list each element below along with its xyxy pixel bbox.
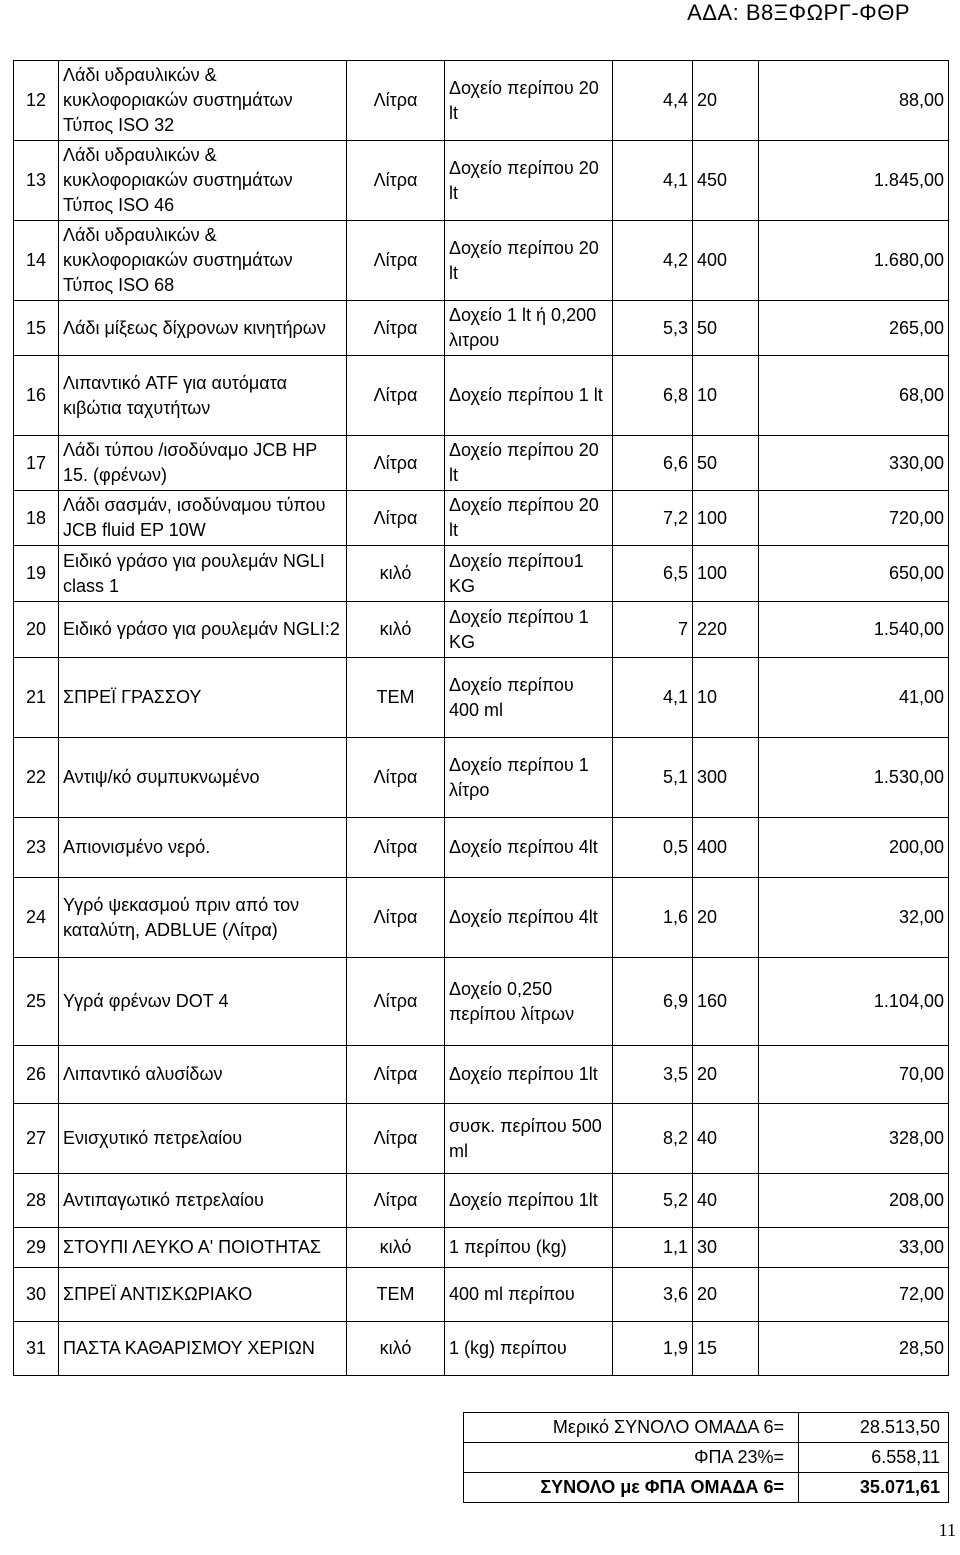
- vat-label: ΦΠΑ 23%=: [464, 1443, 799, 1473]
- item-packaging: Δοχείο περίπου 20 lt: [445, 436, 613, 491]
- ada-code: ΑΔΑ: Β8ΞΦΩΡΓ-ΦΘΡ: [687, 0, 910, 25]
- item-unit: Λίτρα: [347, 436, 445, 491]
- row-number: 18: [14, 491, 59, 546]
- item-unit: Λίτρα: [347, 818, 445, 878]
- item-unit: κιλό: [347, 546, 445, 602]
- table-row: [14, 61, 949, 141]
- grand-total-row: [464, 1473, 949, 1503]
- item-description: Ενισχυτικό πετρελαίου: [59, 1104, 347, 1174]
- item-total: 1.845,00: [759, 141, 949, 221]
- vat-value: 6.558,11: [799, 1443, 949, 1473]
- row-number: 19: [14, 546, 59, 602]
- item-unit: Λίτρα: [347, 1104, 445, 1174]
- item-unit-price: 1,6: [613, 878, 693, 958]
- table-row: [14, 818, 949, 878]
- item-quantity: 10: [693, 356, 759, 436]
- item-description: Λάδι υδραυλικών & κυκλοφοριακών συστημάτων Τύπος ISO 32: [59, 61, 347, 141]
- item-quantity: 160: [693, 958, 759, 1046]
- subtotal-label: Μερικό ΣΥΝΟΛΟ ΟΜΑΔΑ 6=: [464, 1413, 799, 1443]
- item-packaging: Δοχείο περίπου 1lt: [445, 1174, 613, 1228]
- item-description: Λάδι τύπου /ισοδύναμο JCB HP 15. (φρένων): [59, 436, 347, 491]
- table-row: [14, 1046, 949, 1104]
- item-unit-price: 1,1: [613, 1228, 693, 1268]
- item-packaging: Δοχείο περίπου 1lt: [445, 1046, 613, 1104]
- item-quantity: 40: [693, 1104, 759, 1174]
- table-row: [14, 878, 949, 958]
- item-total: 208,00: [759, 1174, 949, 1228]
- item-unit-price: 3,6: [613, 1268, 693, 1322]
- items-table-body: [14, 61, 949, 1376]
- item-total: 1.680,00: [759, 221, 949, 301]
- page-number: 11: [938, 1520, 956, 1540]
- item-quantity: 100: [693, 546, 759, 602]
- item-quantity: 50: [693, 436, 759, 491]
- subtotal-row: [464, 1413, 949, 1443]
- table-row: [14, 1268, 949, 1322]
- item-unit-price: 8,2: [613, 1104, 693, 1174]
- item-description: Υγρά φρένων DOT 4: [59, 958, 347, 1046]
- item-total: 88,00: [759, 61, 949, 141]
- item-description: Αντιψ/κό συμπυκνωμένο: [59, 738, 347, 818]
- item-unit-price: 5,1: [613, 738, 693, 818]
- item-packaging: Δοχείο περίπου 20 lt: [445, 491, 613, 546]
- item-quantity: 20: [693, 1046, 759, 1104]
- row-number: 13: [14, 141, 59, 221]
- item-packaging: Δοχείο περίπου 400 ml: [445, 658, 613, 738]
- item-quantity: 400: [693, 221, 759, 301]
- item-quantity: 100: [693, 491, 759, 546]
- item-unit-price: 4,1: [613, 141, 693, 221]
- item-description: Λάδι υδραυλικών & κυκλοφοριακών συστημάτων Τύπος ISO 68: [59, 221, 347, 301]
- row-number: 25: [14, 958, 59, 1046]
- item-description: ΣΠΡΕΪ ΑΝΤΙΣΚΩΡΙΑΚΟ: [59, 1268, 347, 1322]
- table-row: [14, 141, 949, 221]
- item-unit-price: 7: [613, 602, 693, 658]
- item-quantity: 50: [693, 301, 759, 356]
- item-unit-price: 7,2: [613, 491, 693, 546]
- row-number: 21: [14, 658, 59, 738]
- table-row: [14, 221, 949, 301]
- table-row: [14, 602, 949, 658]
- subtotal-value: 28.513,50: [799, 1413, 949, 1443]
- item-unit-price: 6,8: [613, 356, 693, 436]
- row-number: 14: [14, 221, 59, 301]
- item-unit-price: 4,4: [613, 61, 693, 141]
- item-total: 720,00: [759, 491, 949, 546]
- row-number: 20: [14, 602, 59, 658]
- item-description: Ειδικό γράσο για ρουλεμάν NGLI:2: [59, 602, 347, 658]
- item-total: 32,00: [759, 878, 949, 958]
- item-quantity: 10: [693, 658, 759, 738]
- item-unit-price: 6,5: [613, 546, 693, 602]
- item-unit-price: 6,9: [613, 958, 693, 1046]
- item-unit: Λίτρα: [347, 356, 445, 436]
- grand-total-label: ΣΥΝΟΛΟ με ΦΠΑ ΟΜΑΔΑ 6=: [464, 1473, 799, 1503]
- table-row: [14, 1104, 949, 1174]
- item-packaging: 1 (kg) περίπου: [445, 1322, 613, 1376]
- row-number: 31: [14, 1322, 59, 1376]
- item-total: 33,00: [759, 1228, 949, 1268]
- item-description: Αντιπαγωτικό πετρελαίου: [59, 1174, 347, 1228]
- item-unit: κιλό: [347, 1322, 445, 1376]
- table-row: [14, 356, 949, 436]
- item-total: 1.530,00: [759, 738, 949, 818]
- items-table: [13, 60, 949, 1376]
- item-total: 1.104,00: [759, 958, 949, 1046]
- table-row: [14, 658, 949, 738]
- item-packaging: Δοχείο 1 lt ή 0,200 λιτρου: [445, 301, 613, 356]
- item-packaging: Δοχείο περίπου 1 lt: [445, 356, 613, 436]
- item-unit-price: 6,6: [613, 436, 693, 491]
- item-unit: κιλό: [347, 1228, 445, 1268]
- item-unit-price: 4,2: [613, 221, 693, 301]
- vat-row: [464, 1443, 949, 1473]
- row-number: 17: [14, 436, 59, 491]
- item-total: 72,00: [759, 1268, 949, 1322]
- item-quantity: 450: [693, 141, 759, 221]
- item-total: 650,00: [759, 546, 949, 602]
- table-row: [14, 958, 949, 1046]
- item-total: 68,00: [759, 356, 949, 436]
- item-unit-price: 0,5: [613, 818, 693, 878]
- item-quantity: 20: [693, 61, 759, 141]
- item-description: ΣΠΡΕΪ ΓΡΑΣΣΟΥ: [59, 658, 347, 738]
- row-number: 15: [14, 301, 59, 356]
- row-number: 29: [14, 1228, 59, 1268]
- item-packaging: 400 ml περίπου: [445, 1268, 613, 1322]
- item-description: Λιπαντικό αλυσίδων: [59, 1046, 347, 1104]
- item-quantity: 20: [693, 1268, 759, 1322]
- item-description: Ειδικό γράσο για ρουλεμάν NGLI class 1: [59, 546, 347, 602]
- item-unit: Λίτρα: [347, 958, 445, 1046]
- item-packaging: Δοχείο περίπου 4lt: [445, 818, 613, 878]
- table-row: [14, 1322, 949, 1376]
- totals-table: [463, 1412, 949, 1503]
- item-unit: Λίτρα: [347, 1046, 445, 1104]
- item-description: ΠΑΣΤΑ ΚΑΘΑΡΙΣΜΟΥ ΧΕΡΙΩΝ: [59, 1322, 347, 1376]
- row-number: 22: [14, 738, 59, 818]
- item-unit: Λίτρα: [347, 301, 445, 356]
- item-packaging: συσκ. περίπου 500 ml: [445, 1104, 613, 1174]
- row-number: 23: [14, 818, 59, 878]
- item-total: 1.540,00: [759, 602, 949, 658]
- item-unit: Λίτρα: [347, 141, 445, 221]
- item-unit: Λίτρα: [347, 61, 445, 141]
- item-quantity: 300: [693, 738, 759, 818]
- item-packaging: Δοχείο περίπου 1 λίτρο: [445, 738, 613, 818]
- item-description: Υγρό ψεκασμού πριν από τον καταλύτη, ADBLUE (Λίτρα): [59, 878, 347, 958]
- item-description: Απιονισμένο νερό.: [59, 818, 347, 878]
- table-row: [14, 436, 949, 491]
- item-quantity: 40: [693, 1174, 759, 1228]
- table-row: [14, 491, 949, 546]
- item-unit: κιλό: [347, 602, 445, 658]
- row-number: 12: [14, 61, 59, 141]
- item-total: 265,00: [759, 301, 949, 356]
- row-number: 28: [14, 1174, 59, 1228]
- table-row: [14, 738, 949, 818]
- item-unit: Λίτρα: [347, 1174, 445, 1228]
- item-unit: ΤΕΜ: [347, 658, 445, 738]
- item-quantity: 220: [693, 602, 759, 658]
- item-unit: Λίτρα: [347, 738, 445, 818]
- row-number: 24: [14, 878, 59, 958]
- item-unit: Λίτρα: [347, 491, 445, 546]
- item-packaging: Δοχείο περίπου 20 lt: [445, 61, 613, 141]
- item-unit: Λίτρα: [347, 221, 445, 301]
- item-packaging: Δοχείο περίπου1 KG: [445, 546, 613, 602]
- item-total: 330,00: [759, 436, 949, 491]
- row-number: 16: [14, 356, 59, 436]
- table-row: [14, 1174, 949, 1228]
- row-number: 30: [14, 1268, 59, 1322]
- item-packaging: Δοχείο περίπου 20 lt: [445, 141, 613, 221]
- item-unit-price: 1,9: [613, 1322, 693, 1376]
- row-number: 26: [14, 1046, 59, 1104]
- item-quantity: 15: [693, 1322, 759, 1376]
- item-packaging: Δοχείο 0,250 περίπου λίτρων: [445, 958, 613, 1046]
- item-description: ΣΤΟΥΠΙ ΛΕΥΚΟ Α' ΠΟΙΟΤΗΤΑΣ: [59, 1228, 347, 1268]
- item-description: Λάδι μίξεως δίχρονων κινητήρων: [59, 301, 347, 356]
- item-packaging: Δοχείο περίπου 4lt: [445, 878, 613, 958]
- item-total: 200,00: [759, 818, 949, 878]
- item-quantity: 400: [693, 818, 759, 878]
- item-unit-price: 5,2: [613, 1174, 693, 1228]
- item-total: 328,00: [759, 1104, 949, 1174]
- item-unit-price: 3,5: [613, 1046, 693, 1104]
- item-packaging: Δοχείο περίπου 1 KG: [445, 602, 613, 658]
- row-number: 27: [14, 1104, 59, 1174]
- item-packaging: 1 περίπου (kg): [445, 1228, 613, 1268]
- item-description: Λιπαντικό ATF για αυτόματα κιβώτια ταχυτήτων: [59, 356, 347, 436]
- grand-total-value: 35.071,61: [799, 1473, 949, 1503]
- item-quantity: 30: [693, 1228, 759, 1268]
- table-row: [14, 1228, 949, 1268]
- item-quantity: 20: [693, 878, 759, 958]
- table-row: [14, 301, 949, 356]
- item-total: 28,50: [759, 1322, 949, 1376]
- item-packaging: Δοχείο περίπου 20 lt: [445, 221, 613, 301]
- item-unit-price: 5,3: [613, 301, 693, 356]
- table-row: [14, 546, 949, 602]
- item-unit-price: 4,1: [613, 658, 693, 738]
- item-description: Λάδι σασμάν, ισοδύναμου τύπου JCB fluid EP 10W: [59, 491, 347, 546]
- item-total: 41,00: [759, 658, 949, 738]
- item-total: 70,00: [759, 1046, 949, 1104]
- item-description: Λάδι υδραυλικών & κυκλοφοριακών συστημάτων Τύπος ISO 46: [59, 141, 347, 221]
- item-unit: ΤΕΜ: [347, 1268, 445, 1322]
- item-unit: Λίτρα: [347, 878, 445, 958]
